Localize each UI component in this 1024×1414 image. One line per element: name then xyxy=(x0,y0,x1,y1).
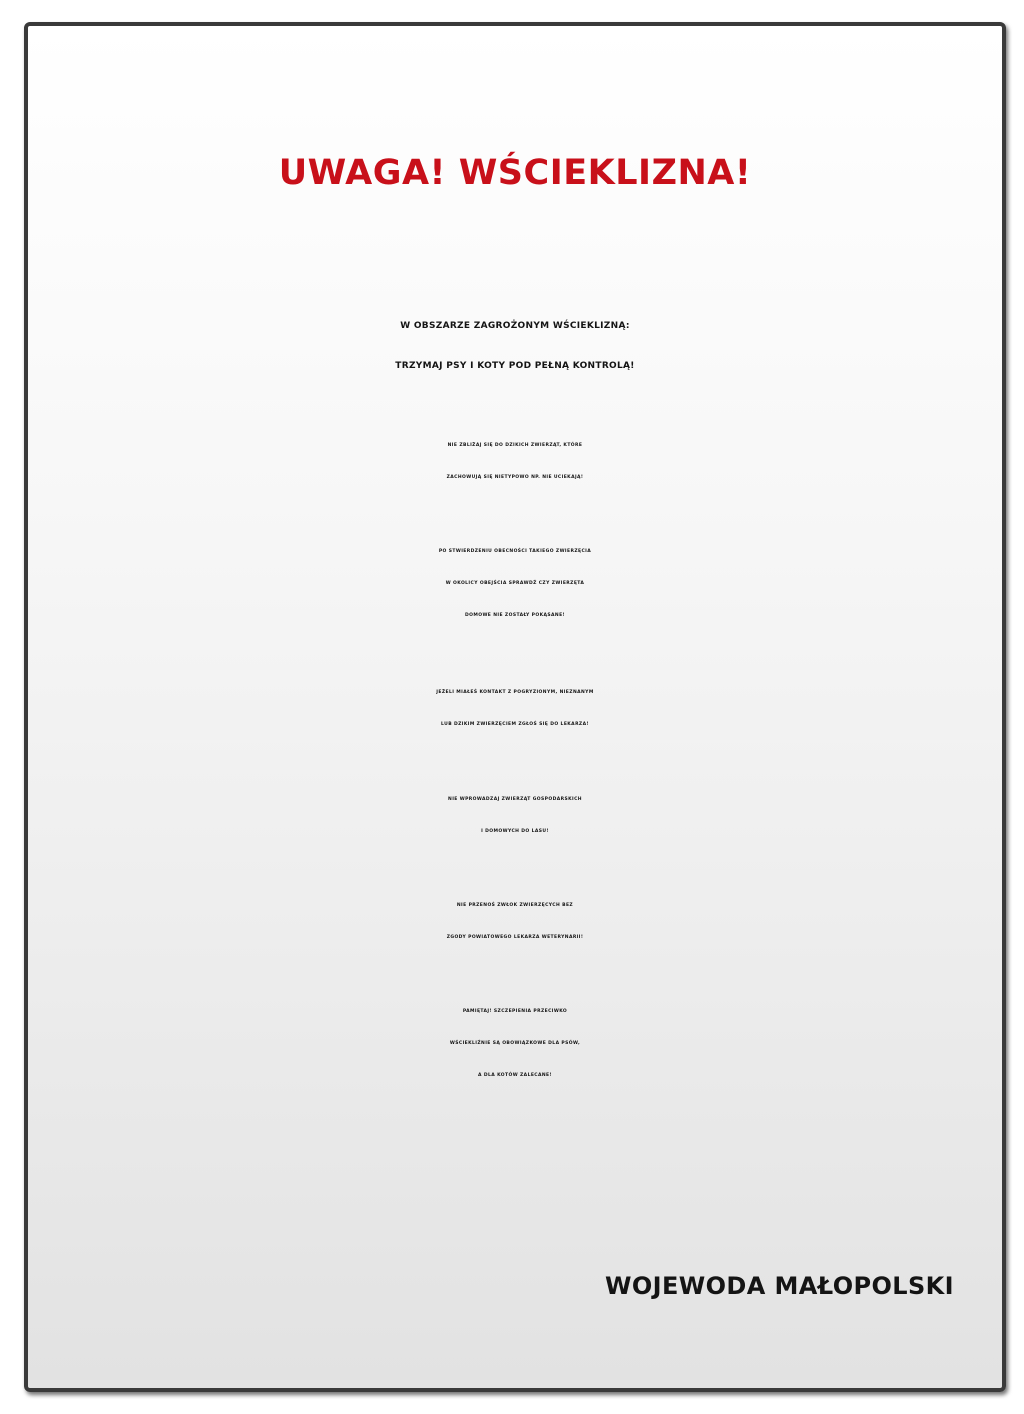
paragraph-vaccination xyxy=(28,996,1002,1092)
paragraph-line: PAMIĘTAJ! SZCZEPIENIA PRZECIWKO xyxy=(462,1009,568,1014)
paragraph-line: NIE WPROWADZAJ ZWIERZĄT GOSPODARSKICH xyxy=(448,797,582,802)
paragraph-line: A DLA KOTÓW ZALECANE! xyxy=(477,1073,552,1078)
lead-warning xyxy=(28,306,1002,386)
paragraph-carcasses xyxy=(28,890,1002,954)
paragraph-line: LUB DZIKIM ZWIERZĘCIEM ZGŁOŚ SIĘ DO LEKARZA! xyxy=(441,722,589,727)
paragraph-line: W OKOLICY OBEJŚCIA SPRAWDŹ CZY ZWIERZĘTA xyxy=(445,581,585,586)
paragraph-forest xyxy=(28,784,1002,848)
paragraph-line: WŚCIEKLIŹNIE SĄ OBOWIĄZKOWE DLA PSÓW, xyxy=(449,1041,581,1046)
paragraph-line: NIE PRZENOŚ ZWŁOK ZWIERZĘCYCH BEZ xyxy=(456,903,574,908)
lead-line: TRZYMAJ PSY I KOTY POD PEŁNĄ KONTROLĄ! xyxy=(395,361,635,371)
signature: WOJEWODA MAŁOPOLSKI xyxy=(604,1272,954,1300)
paragraph-line: ZACHOWUJĄ SIĘ NIETYPOWO NP. NIE UCIEKAJĄ! xyxy=(446,475,584,480)
paragraph-check-pets xyxy=(28,536,1002,632)
paragraph-line: ZGODY POWIATOWEGO LEKARZA WETERYNARII! xyxy=(446,935,584,940)
paragraph-line: NIE ZBLIŻAJ SIĘ DO DZIKICH ZWIERZĄT, KTÓRE xyxy=(447,443,583,448)
paragraph-see-doctor xyxy=(28,677,1002,741)
poster-title: UWAGA! WŚCIEKLIZNA! xyxy=(278,153,752,193)
lead-line: W OBSZARZE ZAGROŻONYM WŚCIEKLIZNĄ: xyxy=(400,321,630,331)
warning-poster xyxy=(24,22,1006,1392)
paragraph-line: PO STWIERDZENIU OBECNOŚCI TAKIEGO ZWIERZĘCIA xyxy=(438,549,592,554)
paragraph-line: I DOMOWYCH DO LASU! xyxy=(481,829,549,834)
paragraph-line: JEŻELI MIAŁEŚ KONTAKT Z POGRYZIONYM, NIEZNANYM xyxy=(436,690,594,695)
paragraph-line: DOMOWE NIE ZOSTAŁY POKĄSANE! xyxy=(464,613,565,618)
paragraph-wild-animals xyxy=(28,430,1002,494)
